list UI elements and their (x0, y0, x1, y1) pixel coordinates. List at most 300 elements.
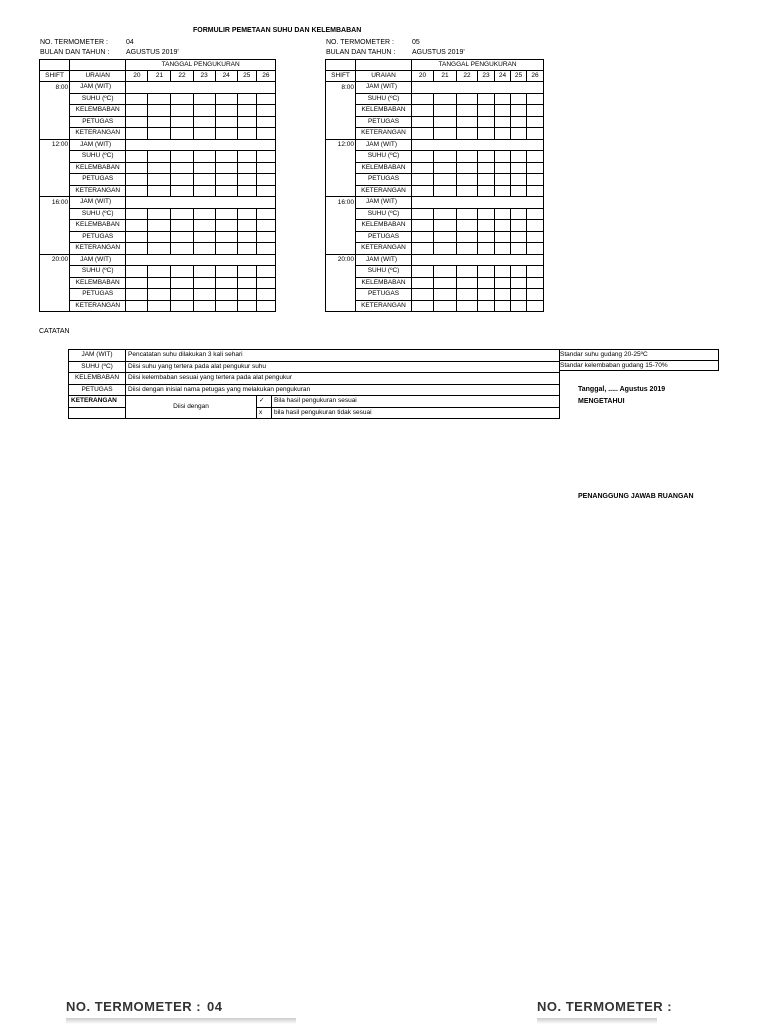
data-cell[interactable] (171, 185, 193, 197)
catatan-row (69, 350, 560, 362)
data-cell[interactable] (215, 300, 237, 312)
data-cell[interactable] (457, 220, 478, 232)
data-cell[interactable] (511, 174, 527, 186)
data-cell[interactable] (478, 116, 495, 128)
shift-header: SHIFT (326, 71, 356, 82)
data-cell[interactable] (527, 208, 544, 220)
data-cell[interactable] (478, 185, 495, 197)
data-cell[interactable] (478, 128, 495, 140)
data-cell[interactable] (434, 151, 457, 163)
data-cell[interactable] (478, 105, 495, 117)
data-cell[interactable] (511, 128, 527, 140)
data-cell[interactable] (527, 93, 544, 105)
shift-time: 16:00 (326, 197, 356, 209)
shift-cell (326, 174, 356, 186)
jam-cell[interactable] (412, 197, 544, 209)
data-cell[interactable] (527, 162, 544, 174)
data-cell[interactable] (171, 208, 193, 220)
data-cell[interactable] (215, 231, 237, 243)
data-cell[interactable] (412, 185, 434, 197)
data-cell[interactable] (171, 300, 193, 312)
table-row (40, 208, 276, 220)
table-row (326, 266, 544, 278)
data-cell[interactable] (434, 277, 457, 289)
data-cell[interactable] (434, 174, 457, 186)
data-cell[interactable] (126, 128, 148, 140)
data-cell[interactable] (527, 116, 544, 128)
data-cell[interactable] (495, 151, 511, 163)
data-cell[interactable] (495, 289, 511, 301)
data-cell[interactable] (511, 105, 527, 117)
table-row (40, 116, 276, 128)
data-cell[interactable] (215, 128, 237, 140)
data-cell[interactable] (148, 93, 171, 105)
data-cell[interactable] (148, 300, 171, 312)
data-cell[interactable] (495, 243, 511, 255)
data-cell[interactable] (478, 277, 495, 289)
data-cell[interactable] (126, 185, 148, 197)
data-cell[interactable] (457, 116, 478, 128)
data-cell[interactable] (171, 231, 193, 243)
data-cell[interactable] (215, 93, 237, 105)
uraian-cell: JAM (WIT) (356, 139, 412, 151)
data-cell[interactable] (237, 93, 256, 105)
shift-cell (326, 208, 356, 220)
data-cell[interactable] (237, 266, 256, 278)
data-cell[interactable] (434, 162, 457, 174)
data-cell[interactable] (412, 277, 434, 289)
uraian-cell: SUHU (ºC) (70, 208, 126, 220)
data-cell[interactable] (527, 266, 544, 278)
data-cell[interactable] (495, 300, 511, 312)
data-cell[interactable] (256, 266, 275, 278)
data-cell[interactable] (457, 208, 478, 220)
uraian-cell: KELEMBABAN (70, 105, 126, 117)
uraian-cell: KELEMBABAN (70, 220, 126, 232)
data-cell[interactable] (434, 243, 457, 255)
data-cell[interactable] (434, 93, 457, 105)
data-cell[interactable] (193, 208, 215, 220)
data-cell[interactable] (478, 289, 495, 301)
data-cell[interactable] (256, 243, 275, 255)
uraian-cell: PETUGAS (356, 174, 412, 186)
table-row (326, 197, 544, 209)
data-cell[interactable] (215, 266, 237, 278)
jam-cell[interactable] (126, 254, 276, 266)
data-cell[interactable] (256, 277, 275, 289)
data-cell[interactable] (193, 231, 215, 243)
uraian-cell: SUHU (ºC) (356, 208, 412, 220)
data-cell[interactable] (237, 174, 256, 186)
data-cell[interactable] (256, 162, 275, 174)
shift-cell (40, 151, 70, 163)
data-cell[interactable] (527, 185, 544, 197)
data-cell[interactable] (256, 289, 275, 301)
data-cell[interactable] (495, 93, 511, 105)
data-cell[interactable] (457, 185, 478, 197)
data-cell[interactable] (215, 220, 237, 232)
data-cell[interactable] (412, 128, 434, 140)
data-cell[interactable] (171, 243, 193, 255)
data-cell[interactable] (148, 174, 171, 186)
uraian-cell: KETERANGAN (356, 185, 412, 197)
uraian-cell: SUHU (ºC) (356, 151, 412, 163)
uraian-cell: KETERANGAN (70, 300, 126, 312)
data-cell[interactable] (171, 105, 193, 117)
data-cell[interactable] (148, 220, 171, 232)
data-cell[interactable] (495, 231, 511, 243)
data-cell[interactable] (171, 174, 193, 186)
data-cell[interactable] (412, 266, 434, 278)
data-cell[interactable] (148, 128, 171, 140)
uraian-cell: KELEMBABAN (356, 277, 412, 289)
data-cell[interactable] (237, 220, 256, 232)
data-cell[interactable] (434, 220, 457, 232)
data-cell[interactable] (527, 128, 544, 140)
data-cell[interactable] (256, 151, 275, 163)
data-cell[interactable] (126, 300, 148, 312)
data-cell[interactable] (511, 231, 527, 243)
data-cell[interactable] (256, 208, 275, 220)
data-cell[interactable] (434, 116, 457, 128)
data-cell[interactable] (256, 105, 275, 117)
data-cell[interactable] (256, 174, 275, 186)
data-cell[interactable] (511, 243, 527, 255)
data-cell[interactable] (126, 266, 148, 278)
data-cell[interactable] (126, 151, 148, 163)
data-cell[interactable] (193, 93, 215, 105)
data-cell[interactable] (256, 93, 275, 105)
standard-suhu: Standar suhu gudang 20-25ºC (559, 350, 718, 361)
data-cell[interactable] (511, 277, 527, 289)
data-cell[interactable] (511, 185, 527, 197)
check-symbol: ✓ (257, 396, 272, 408)
data-cell[interactable] (478, 151, 495, 163)
data-cell[interactable] (256, 128, 275, 140)
table-row (326, 289, 544, 301)
data-cell[interactable] (148, 185, 171, 197)
data-cell[interactable] (215, 243, 237, 255)
uraian-cell: PETUGAS (70, 289, 126, 301)
shift-cell (326, 220, 356, 232)
data-cell[interactable] (171, 128, 193, 140)
data-cell[interactable] (527, 220, 544, 232)
jam-cell[interactable] (126, 139, 276, 151)
data-cell[interactable] (193, 151, 215, 163)
data-cell[interactable] (527, 151, 544, 163)
data-cell[interactable] (126, 231, 148, 243)
data-cell[interactable] (412, 208, 434, 220)
next-left-termometer-label: NO. TERMOMETER : (66, 999, 202, 1014)
data-cell[interactable] (237, 105, 256, 117)
shift-cell (326, 266, 356, 278)
data-cell[interactable] (412, 174, 434, 186)
data-cell[interactable] (256, 220, 275, 232)
table-row (40, 277, 276, 289)
data-cell[interactable] (511, 266, 527, 278)
data-cell[interactable] (171, 220, 193, 232)
data-cell[interactable] (457, 300, 478, 312)
jam-cell[interactable] (412, 254, 544, 266)
data-cell[interactable] (457, 105, 478, 117)
data-cell[interactable] (193, 185, 215, 197)
data-cell[interactable] (148, 151, 171, 163)
shift-cell (40, 266, 70, 278)
data-cell[interactable] (495, 277, 511, 289)
data-cell[interactable] (193, 243, 215, 255)
table-row (326, 151, 544, 163)
header-row (40, 71, 276, 82)
data-cell[interactable] (495, 105, 511, 117)
data-cell[interactable] (434, 289, 457, 301)
data-cell[interactable] (457, 151, 478, 163)
data-cell[interactable] (527, 174, 544, 186)
shift-time: 16:00 (40, 197, 70, 209)
data-cell[interactable] (237, 277, 256, 289)
uraian-cell: PETUGAS (70, 174, 126, 186)
data-cell[interactable] (215, 105, 237, 117)
data-cell[interactable] (511, 208, 527, 220)
table-row (40, 151, 276, 163)
data-cell[interactable] (434, 185, 457, 197)
data-cell[interactable] (126, 208, 148, 220)
data-cell[interactable] (148, 243, 171, 255)
data-cell[interactable] (457, 277, 478, 289)
shift-cell (326, 289, 356, 301)
data-cell[interactable] (256, 300, 275, 312)
data-cell[interactable] (237, 231, 256, 243)
uraian-cell: KETERANGAN (356, 243, 412, 255)
data-cell[interactable] (215, 174, 237, 186)
data-cell[interactable] (256, 231, 275, 243)
data-cell[interactable] (148, 105, 171, 117)
data-cell[interactable] (412, 220, 434, 232)
data-cell[interactable] (237, 289, 256, 301)
table-row (40, 220, 276, 232)
data-cell[interactable] (215, 151, 237, 163)
data-cell[interactable] (511, 162, 527, 174)
table-row (326, 116, 544, 128)
data-cell[interactable] (478, 266, 495, 278)
data-cell[interactable] (495, 220, 511, 232)
data-cell[interactable] (457, 266, 478, 278)
data-cell[interactable] (527, 277, 544, 289)
data-cell[interactable] (193, 174, 215, 186)
catatan-key: JAM (WIT) (69, 350, 126, 362)
table-row (326, 231, 544, 243)
data-cell[interactable] (126, 93, 148, 105)
shift-header: SHIFT (40, 71, 70, 82)
data-cell[interactable] (126, 289, 148, 301)
table-row (40, 289, 276, 301)
jam-cell[interactable] (412, 139, 544, 151)
shift-time: 20:00 (40, 254, 70, 266)
shift-cell (326, 105, 356, 117)
data-cell[interactable] (511, 300, 527, 312)
data-cell[interactable] (148, 289, 171, 301)
data-cell[interactable] (495, 116, 511, 128)
data-cell[interactable] (237, 116, 256, 128)
data-cell[interactable] (457, 231, 478, 243)
standards-box (559, 349, 719, 371)
uraian-cell: JAM (WIT) (70, 197, 126, 209)
data-cell[interactable] (126, 243, 148, 255)
data-cell[interactable] (527, 300, 544, 312)
data-cell[interactable] (126, 105, 148, 117)
data-cell[interactable] (193, 162, 215, 174)
data-cell[interactable] (412, 231, 434, 243)
data-cell[interactable] (215, 208, 237, 220)
data-cell[interactable] (478, 300, 495, 312)
data-cell[interactable] (215, 277, 237, 289)
table-row (326, 139, 544, 151)
data-cell[interactable] (412, 151, 434, 163)
data-cell[interactable] (478, 231, 495, 243)
table-row (40, 197, 276, 209)
data-cell[interactable] (511, 289, 527, 301)
data-cell[interactable] (215, 185, 237, 197)
data-cell[interactable] (495, 128, 511, 140)
data-cell[interactable] (148, 266, 171, 278)
data-cell[interactable] (478, 208, 495, 220)
table-row (326, 128, 544, 140)
jam-cell[interactable] (412, 82, 544, 94)
data-cell[interactable] (434, 105, 457, 117)
data-cell[interactable] (511, 116, 527, 128)
data-cell[interactable] (478, 93, 495, 105)
data-cell[interactable] (412, 243, 434, 255)
jam-cell[interactable] (126, 197, 276, 209)
data-cell[interactable] (412, 116, 434, 128)
data-cell[interactable] (193, 128, 215, 140)
data-cell[interactable] (148, 208, 171, 220)
data-cell[interactable] (193, 105, 215, 117)
data-cell[interactable] (148, 231, 171, 243)
data-cell[interactable] (171, 277, 193, 289)
data-cell[interactable] (495, 266, 511, 278)
data-cell[interactable] (478, 220, 495, 232)
data-cell[interactable] (495, 174, 511, 186)
data-cell[interactable] (457, 289, 478, 301)
data-cell[interactable] (171, 116, 193, 128)
data-cell[interactable] (434, 300, 457, 312)
data-cell[interactable] (434, 128, 457, 140)
data-cell[interactable] (256, 185, 275, 197)
left-termometer-value: 04 (126, 39, 134, 46)
data-cell[interactable] (412, 93, 434, 105)
data-cell[interactable] (171, 93, 193, 105)
data-cell[interactable] (478, 162, 495, 174)
data-cell[interactable] (237, 162, 256, 174)
table-row (326, 93, 544, 105)
data-cell[interactable] (215, 116, 237, 128)
data-cell[interactable] (193, 266, 215, 278)
data-cell[interactable] (237, 128, 256, 140)
data-cell[interactable] (193, 277, 215, 289)
uraian-cell: KETERANGAN (356, 128, 412, 140)
data-cell[interactable] (148, 162, 171, 174)
right-measurement-table (325, 59, 544, 312)
catatan-label: CATATAN (39, 328, 70, 335)
data-cell[interactable] (434, 266, 457, 278)
shift-time: 12:00 (326, 139, 356, 151)
data-cell[interactable] (434, 231, 457, 243)
table-row (326, 82, 544, 94)
date-header: 25 (237, 71, 256, 82)
data-cell[interactable] (527, 243, 544, 255)
data-cell[interactable] (495, 208, 511, 220)
data-cell[interactable] (171, 162, 193, 174)
data-cell[interactable] (171, 151, 193, 163)
data-cell[interactable] (495, 185, 511, 197)
uraian-cell: PETUGAS (356, 116, 412, 128)
data-cell[interactable] (256, 116, 275, 128)
data-cell[interactable] (193, 289, 215, 301)
data-cell[interactable] (193, 220, 215, 232)
data-cell[interactable] (126, 116, 148, 128)
data-cell[interactable] (527, 105, 544, 117)
data-cell[interactable] (527, 289, 544, 301)
data-cell[interactable] (126, 174, 148, 186)
data-cell[interactable] (412, 162, 434, 174)
data-cell[interactable] (148, 116, 171, 128)
data-cell[interactable] (434, 208, 457, 220)
data-cell[interactable] (237, 185, 256, 197)
standard-kelembaban: Standar kelembaban gudang 15-70% (560, 362, 668, 369)
uraian-cell: SUHU (ºC) (356, 93, 412, 105)
data-cell[interactable] (511, 151, 527, 163)
date-header: 24 (495, 71, 511, 82)
data-cell[interactable] (126, 162, 148, 174)
data-cell[interactable] (457, 162, 478, 174)
data-cell[interactable] (457, 243, 478, 255)
data-cell[interactable] (412, 289, 434, 301)
data-cell[interactable] (412, 300, 434, 312)
data-cell[interactable] (511, 93, 527, 105)
table-row (326, 174, 544, 186)
data-cell[interactable] (215, 289, 237, 301)
jam-cell[interactable] (126, 82, 276, 94)
data-cell[interactable] (193, 300, 215, 312)
data-cell[interactable] (126, 220, 148, 232)
data-cell[interactable] (193, 116, 215, 128)
data-cell[interactable] (457, 128, 478, 140)
table-row (326, 220, 544, 232)
data-cell[interactable] (237, 300, 256, 312)
data-cell[interactable] (457, 174, 478, 186)
data-cell[interactable] (215, 162, 237, 174)
data-cell[interactable] (457, 93, 478, 105)
date-header: 25 (511, 71, 527, 82)
data-cell[interactable] (495, 162, 511, 174)
data-cell[interactable] (237, 243, 256, 255)
data-cell[interactable] (478, 174, 495, 186)
data-cell[interactable] (511, 220, 527, 232)
data-cell[interactable] (412, 105, 434, 117)
data-cell[interactable] (171, 289, 193, 301)
catatan-row (69, 373, 560, 385)
data-cell[interactable] (171, 266, 193, 278)
data-cell[interactable] (126, 277, 148, 289)
data-cell[interactable] (237, 208, 256, 220)
data-cell[interactable] (148, 277, 171, 289)
x-symbol: x (257, 407, 272, 419)
data-cell[interactable] (527, 231, 544, 243)
data-cell[interactable] (237, 151, 256, 163)
shift-cell (40, 300, 70, 312)
data-cell[interactable] (478, 243, 495, 255)
empty-cell (69, 407, 126, 419)
